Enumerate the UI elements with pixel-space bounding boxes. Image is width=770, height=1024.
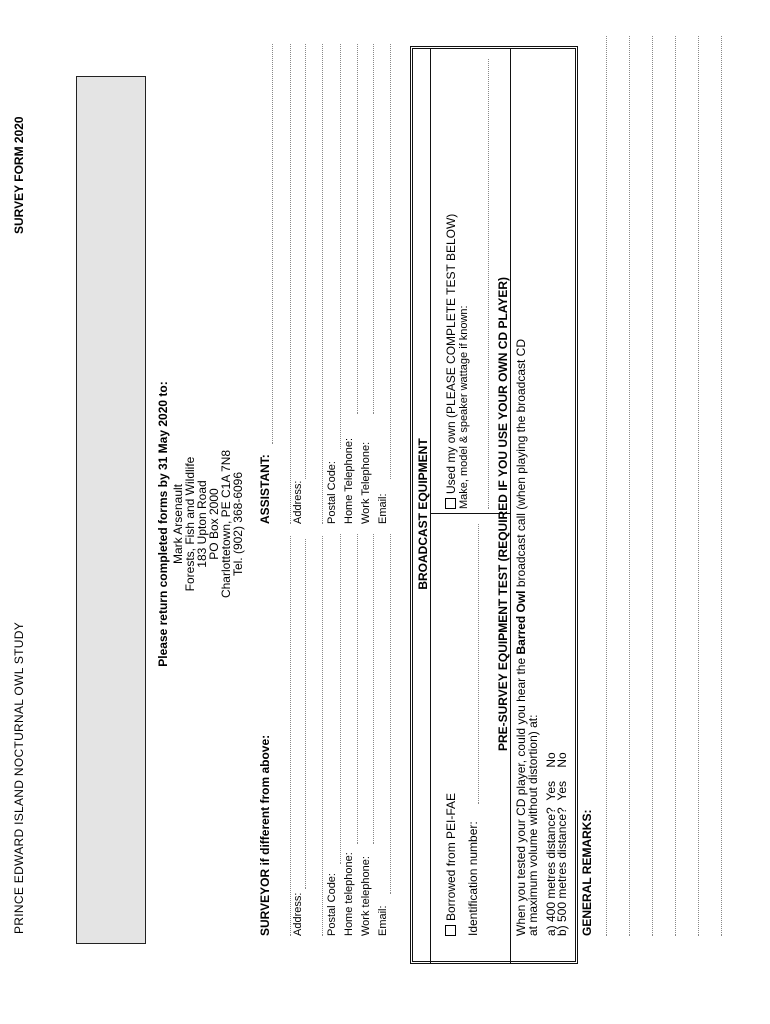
surveyor-address-line-2[interactable] (322, 536, 323, 936)
distance-500-no[interactable]: No (555, 752, 569, 768)
assistant-address-line[interactable] (305, 44, 306, 479)
header-right: SURVEY FORM 2020 (12, 116, 26, 234)
identification-label: Identification number: (466, 821, 480, 936)
test-divider (510, 49, 511, 964)
assistant-email-line[interactable] (390, 44, 391, 479)
surveyor-address-line[interactable] (305, 539, 306, 889)
surveyor-email-label: Email: (377, 905, 389, 936)
address-box (76, 76, 146, 944)
header-left: PRINCE EDWARD ISLAND NOCTURNAL OWL STUDY (12, 621, 26, 934)
remarks-heading: GENERAL REMARKS: (580, 809, 594, 936)
identification-line[interactable] (478, 524, 479, 804)
surveyor-home-label: Home telephone: (343, 852, 355, 936)
return-instructions: Please return completed forms by 31 May 2020 to: (156, 381, 170, 667)
return-pobox: PO Box 2000 (207, 488, 221, 560)
pretest-heading: PRE-SURVEY EQUIPMENT TEST (REQUIRED IF YOU USE YOUR OWN CD PLAYER) (496, 276, 510, 752)
remarks-line-1[interactable] (606, 36, 607, 936)
borrowed-checkbox[interactable] (445, 925, 456, 936)
surveyor-work-line[interactable] (373, 534, 374, 844)
distance-400-yes[interactable]: Yes (544, 781, 558, 801)
remarks-line-5[interactable] (698, 36, 699, 936)
surveyor-postal-line[interactable] (340, 534, 341, 864)
make-model-line[interactable] (488, 59, 489, 509)
assistant-work-label: Work Telephone: (360, 441, 372, 524)
remarks-line-2[interactable] (629, 36, 630, 936)
own-checkbox[interactable] (445, 498, 456, 509)
distance-400-no[interactable]: No (544, 752, 558, 768)
pretest-question-after: broadcast call (when playing the broadcast CD (514, 339, 528, 591)
return-telephone: Tel. (902) 368-6096 (231, 471, 245, 577)
return-name: Mark Arsenault (171, 483, 185, 565)
assistant-home-line[interactable] (357, 44, 358, 414)
return-city: Charlottetown, PE C1A 7N8 (219, 449, 233, 599)
borrowed-checkbox-row[interactable] (444, 793, 458, 936)
pretest-question-bold: Barred Owl (514, 590, 528, 655)
assistant-heading: ASSISTANT: (258, 454, 272, 524)
surveyor-postal-label: Postal Code: (326, 873, 338, 936)
own-label: Used my own (PLEASE COMPLETE TEST BELOW) (444, 213, 458, 494)
equipment-heading: BROADCAST EQUIPMENT (416, 438, 430, 590)
surveyor-home-line[interactable] (357, 534, 358, 844)
assistant-postal-line[interactable] (340, 44, 341, 449)
distance-answers (546, 752, 568, 936)
distance-400-label: a) 400 metres distance? (544, 807, 558, 936)
remarks-line-3[interactable] (652, 36, 653, 936)
surveyor-email-line[interactable] (390, 534, 391, 894)
equipment-header-divider (430, 49, 431, 964)
remarks-line-6[interactable] (721, 36, 722, 936)
assistant-work-line[interactable] (373, 44, 374, 414)
assistant-name-line[interactable] (272, 44, 273, 444)
distance-500-yes[interactable]: Yes (555, 781, 569, 801)
assistant-email-label: Email: (377, 493, 389, 524)
return-address (172, 324, 244, 724)
surveyor-heading: SURVEYOR if different from above: (258, 734, 272, 936)
return-street: 183 Upton Road (195, 480, 209, 568)
assistant-address-label: Address: (292, 480, 304, 524)
pretest-question-before: When you tested your CD player, could you hear the (514, 654, 528, 936)
surveyor-work-label: Work telephone: (360, 856, 372, 936)
assistant-line-2[interactable] (290, 44, 291, 524)
distance-500-row (557, 752, 568, 936)
surveyor-address-label: Address: (292, 892, 304, 936)
borrowed-label: Borrowed from PEI-FAE (444, 792, 458, 921)
pretest-question-2: at maximum volume without distortion) at: (526, 714, 540, 936)
return-department: Forests, Fish and Wildlife (183, 456, 197, 592)
remarks-line-4[interactable] (675, 36, 676, 936)
assistant-address-line-2[interactable] (322, 44, 323, 524)
assistant-home-label: Home Telephone: (343, 437, 355, 524)
assistant-postal-label: Postal Code: (326, 461, 338, 524)
make-model-label: Make, model & speaker wattage if known: (458, 305, 470, 509)
own-checkbox-row[interactable] (444, 214, 458, 509)
distance-500-label: b) 500 metres distance? (555, 807, 569, 936)
surveyor-name-line[interactable] (290, 536, 291, 936)
